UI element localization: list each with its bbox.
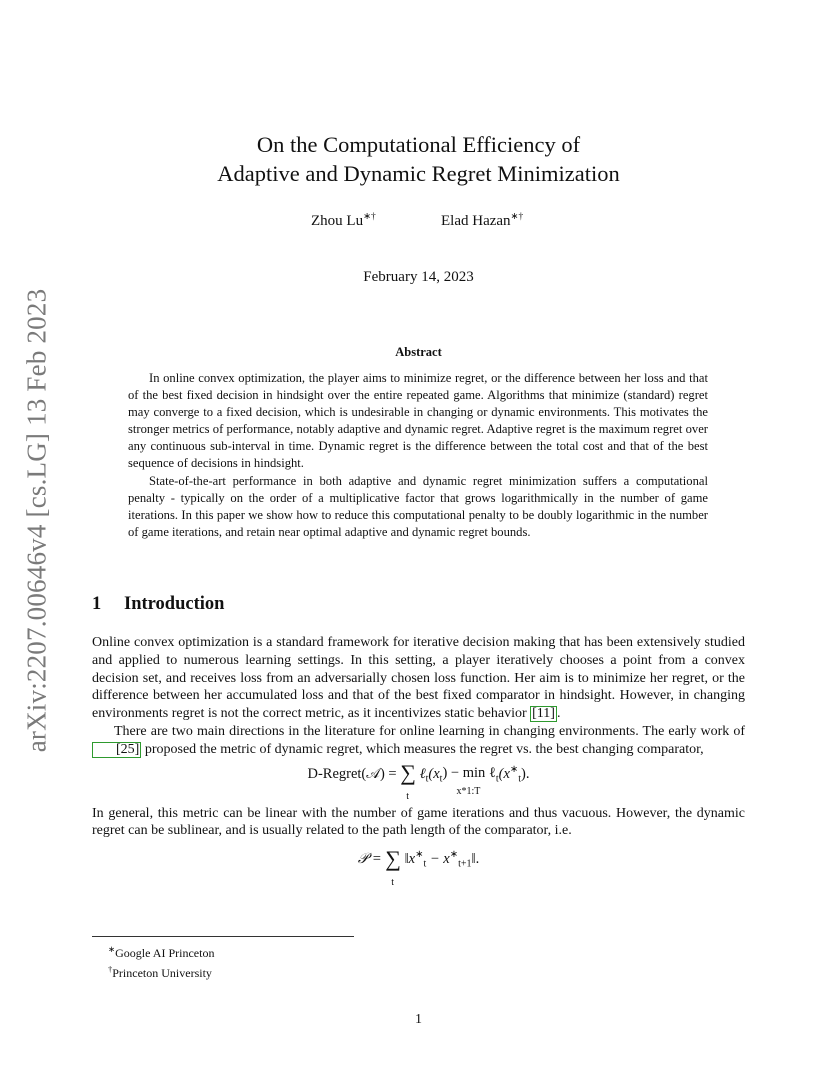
eq2-term: ‖x: [400, 851, 416, 867]
equation-path-length: [92, 846, 745, 886]
citation-link-11[interactable]: [11]: [532, 706, 555, 722]
eq2-sum-index: t: [391, 877, 395, 888]
footnote-1-mark: ∗: [108, 944, 116, 954]
equation-dynamic-regret: [92, 760, 745, 803]
footnote-1-text: Google AI Princeton: [115, 946, 215, 960]
abstract-paragraph-1: In online convex optimization, the player aims to minimize regret, or the difference between her loss and that of the best fixed decision in hindsight over the entire repeated game. Algorithms that minimize (standard) regret may converge to a fixed decision, which is undesirable in changing or dynamic environments. This motivates the stronger metrics of performance, notably adaptive and dynamic regret. Adaptive regret is the maximum regret over any continuous sub-interval in time. Dynamic regret is the difference between the total cost and that of the best sequence of decisions in hindsight.: [128, 371, 708, 471]
paper-title: [92, 130, 745, 188]
eq1-term1: ℓ: [415, 765, 426, 782]
sum-symbol: ∑: [400, 760, 416, 786]
eq2-sup1: ∗: [415, 849, 424, 861]
eq1-term2-arg: (x: [498, 765, 510, 782]
section-body: [92, 634, 745, 886]
eq2-sup2: ∗: [449, 849, 459, 861]
footnote-2: [108, 961, 214, 981]
arxiv-identifier-stamp: [18, 290, 56, 750]
eq1-term2-sub: t: [495, 773, 499, 785]
arxiv-identifier-text: arXiv:2207.00646v4 [cs.LG] 13 Feb 2023: [21, 288, 52, 752]
body-paragraph-2: [92, 723, 745, 759]
eq2-sub2: t+1: [458, 858, 472, 870]
body-paragraph-2-start: There are two main directions in the literature for online learning in changing environments. The early work of: [114, 723, 745, 739]
footnote-divider: [92, 936, 354, 937]
body-paragraph-3: In general, this metric can be linear with the number of game iterations and thus vacuous. However, the dynamic regret can be sublinear, and is usually related to the path length of the comparator, i.e.: [92, 805, 745, 839]
eq1-term1-close: ) − min ℓ: [442, 765, 496, 782]
publication-date: February 14, 2023: [363, 269, 474, 285]
author-1-marks: ∗†: [363, 212, 376, 222]
title-line-2: Adaptive and Dynamic Regret Minimization: [217, 161, 620, 186]
eq2-sub1: t: [423, 858, 427, 870]
author-1: [311, 211, 376, 230]
author-2-marks: ∗†: [510, 212, 524, 222]
abstract-body: [128, 370, 708, 541]
section-heading: [92, 594, 224, 615]
body-paragraph-2-end: proposed the metric of dynamic regret, which measures the regret vs. the best changing comparator,: [141, 741, 704, 757]
citation-link-25[interactable]: [25]: [92, 742, 141, 758]
abstract-heading: Abstract: [395, 345, 442, 359]
footnote-2-mark: †: [108, 964, 113, 974]
eq1-term1-arg-sub: t: [439, 773, 443, 785]
eq1-term1-arg: (x: [428, 765, 440, 782]
eq1-sum-index: t: [406, 791, 410, 803]
eq2-mid: − x: [426, 851, 450, 867]
eq1-term2-sup: ∗: [509, 763, 519, 775]
section-title-text: Introduction: [124, 594, 225, 614]
title-line-1: On the Computational Efficiency of: [256, 132, 581, 157]
eq1-lhs: D-Regret(𝒜) =: [307, 765, 401, 782]
eq1-min-subscript: x*1:T: [456, 786, 481, 798]
body-paragraph-1-end: .: [556, 706, 561, 722]
body-paragraph-1: [92, 634, 745, 723]
footnote-1: [108, 941, 214, 961]
footnotes: [108, 941, 214, 981]
footnote-2-text: Princeton University: [112, 966, 212, 980]
eq1-term1-sub: t: [425, 773, 429, 785]
author-1-name: Zhou Lu: [311, 213, 364, 229]
eq1-term2-close: ).: [521, 765, 530, 782]
author-2-name: Elad Hazan: [441, 213, 511, 229]
body-paragraph-1-text: Online convex optimization is a standard framework for iterative decision making that has been extensively studied and applied to numerous learning settings. In this setting, a player iteratively chooses a point from a convex decision set, and receives loss from an adversarially chosen loss function. Her aim is to minimize her regret, or the difference between her accumulated loss and that of the best fixed comparator in hindsight. However, in changing environments regret is not the correct metric, as it incentivizes static behavior: [92, 635, 745, 722]
abstract-paragraph-2: State-of-the-art performance in both adaptive and dynamic regret minimization suffers a computational penalty - typically on the order of a multiplicative factor that grows logarithmically in the number of game iterations. In this paper we show how to reduce this computational penalty to be doubly logarithmic in the number of game iterations, and retain near optimal adaptive and dynamic regret bounds.: [128, 473, 708, 539]
eq2-lhs: 𝒫 =: [357, 851, 386, 867]
section-number: 1: [92, 594, 102, 614]
author-2: [441, 211, 523, 230]
page-number: 1: [415, 1012, 422, 1027]
eq2-close: ‖.: [471, 851, 480, 867]
eq2-sum-symbol: ∑: [385, 846, 401, 871]
eq1-term2-arg-sub: t: [518, 773, 522, 785]
